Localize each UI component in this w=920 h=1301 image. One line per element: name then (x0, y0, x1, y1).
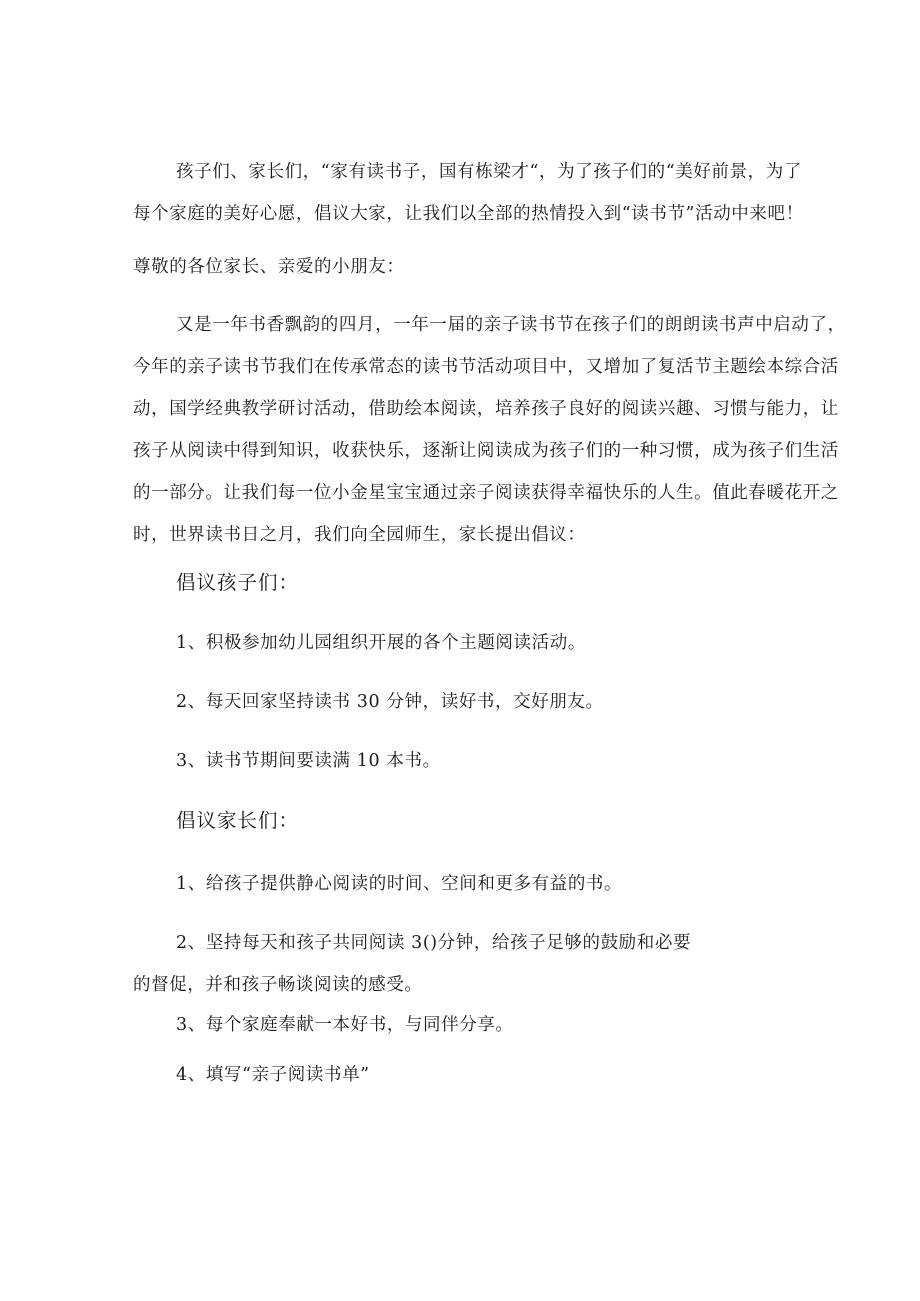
parents-item-1: 1、给孩子提供静心阅读的时间、空间和更多有益的书。 (176, 874, 623, 894)
parents-item-4: 4、填写“亲子阅读书单” (176, 1065, 370, 1085)
body-paragraph-line-6: 时，世界读书日之月，我们向全园师生，家长提出倡议： (133, 525, 586, 545)
children-item-1: 1、积极参加幼儿园组织开展的各个主题阅读活动。 (176, 633, 586, 653)
children-item-3: 3、读书节期间要读满 10 本书。 (176, 751, 441, 771)
parents-item-3: 3、每个家庭奉献一本好书，与同伴分享。 (176, 1015, 514, 1035)
body-paragraph-line-2: 今年的亲子读书节我们在传承常态的读书节活动项目中，又增加了复活节主题绘本综合活 (133, 357, 839, 377)
body-paragraph-line-3: 动，国学经典教学研讨活动，借助绘本阅读，培养孩子良好的阅读兴趣、习惯与能力，让 (133, 399, 839, 419)
intro-line-2: 每个家庭的美好心愿，倡议大家，让我们以全部的热情投入到“读书节”活动中来吧！ (133, 204, 804, 224)
salutation: 尊敬的各位家长、亲爱的小朋友： (133, 257, 405, 277)
body-paragraph-line-4: 孩子从阅读中得到知识，收获快乐，逐渐让阅读成为孩子们的一种习惯，成为孩子们生活 (133, 441, 839, 461)
parents-item-2-line-1: 2、坚持每天和孩子共同阅读 3()分钟，给孩子足够的鼓励和必要 (176, 933, 692, 953)
parents-section-heading: 倡议家长们： (176, 809, 300, 832)
intro-line-1: 孩子们、家长们，“家有读书子，国有栋梁才“，为了孩子们的“美好前景，为了 (176, 162, 802, 182)
parents-item-2-line-2: 的督促，并和孩子畅谈阅读的感受。 (133, 975, 423, 995)
children-item-2: 2、每天回家坚持读书 30 分钟，读好书，交好朋友。 (176, 692, 604, 712)
body-paragraph-line-1: 又是一年书香飘韵的四月，一年一届的亲子读书节在孩子们的朗朗读书声中启动了， (176, 315, 846, 335)
body-paragraph-line-5: 的一部分。让我们每一位小金星宝宝通过亲子阅读获得幸福快乐的人生。值此春暖花开之 (133, 483, 839, 503)
children-section-heading: 倡议孩子们： (176, 571, 300, 594)
